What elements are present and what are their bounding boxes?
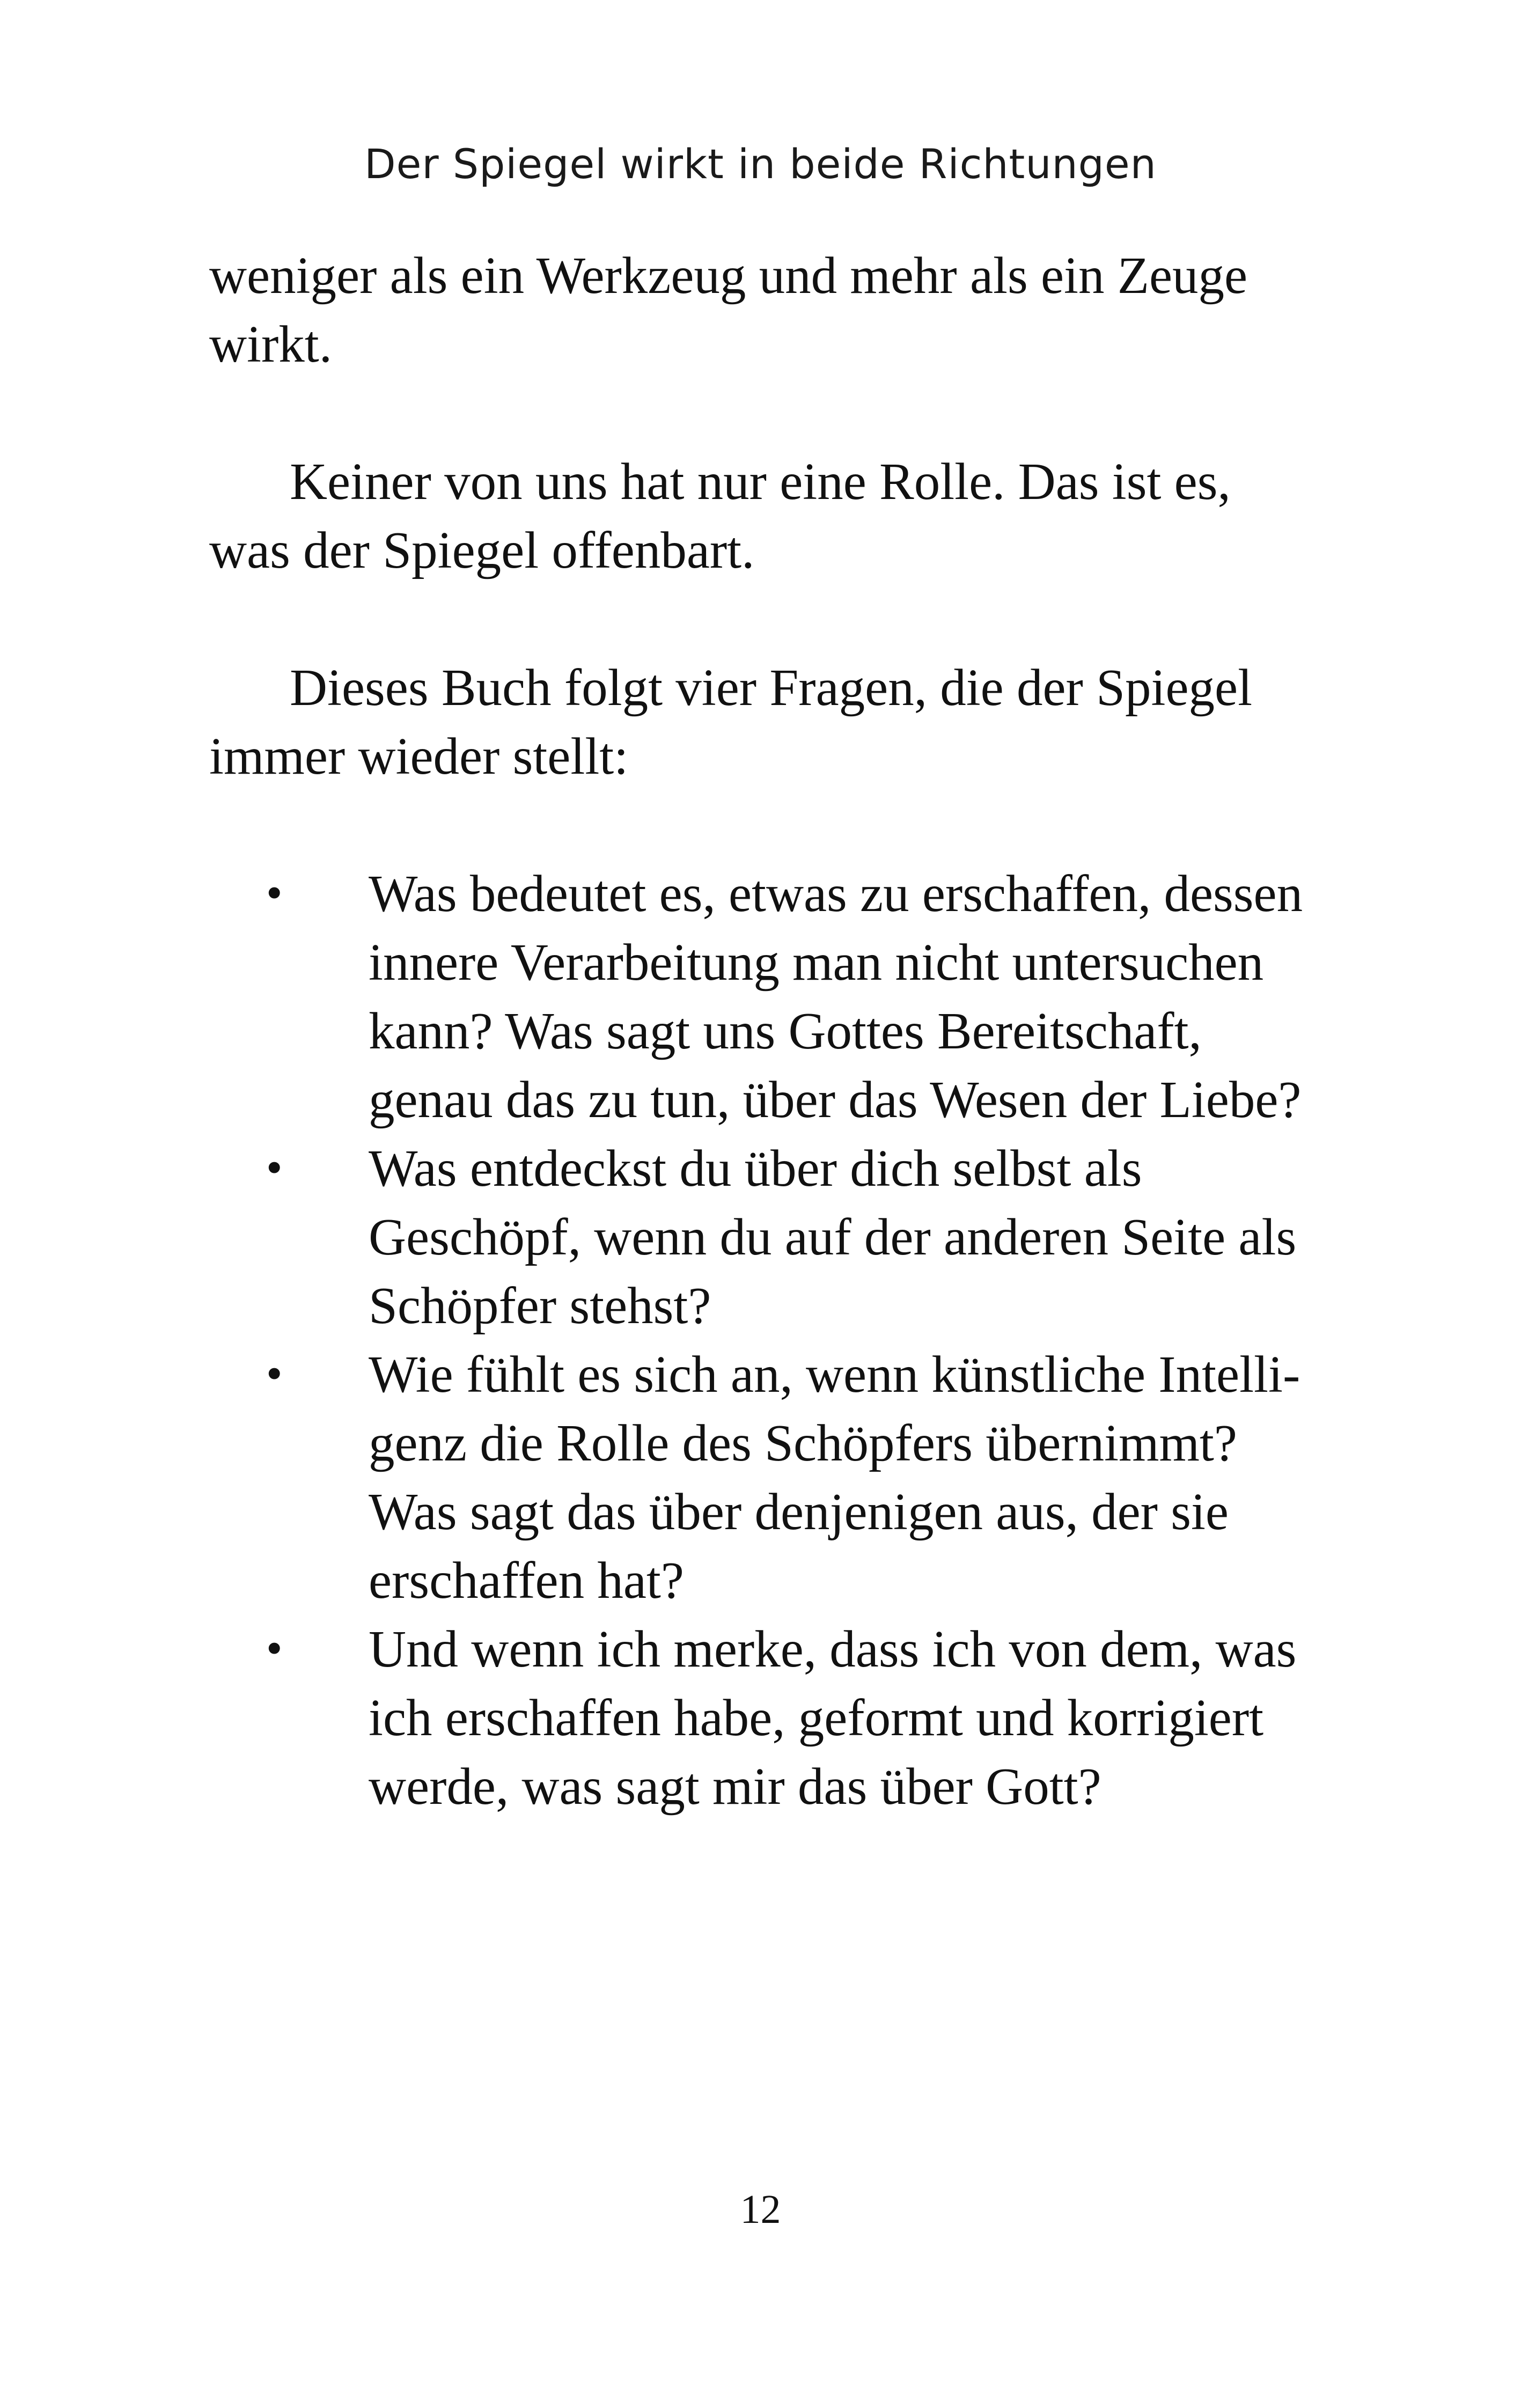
paragraph-questions-intro <box>209 654 1363 791</box>
text-line: immer wieder stellt: <box>209 728 629 785</box>
text-line: Geschöpf, wenn du auf der anderen Seite als <box>369 1208 1297 1266</box>
text-line: kann? Was sagt uns Gottes Bereitschaft, <box>369 1002 1202 1060</box>
text-line: erschaffen hat? <box>369 1552 684 1609</box>
paragraph-roles <box>209 447 1363 585</box>
text-line: weniger als ein Werkzeug und mehr als ein Zeuge <box>209 247 1248 304</box>
text-line: Was bedeutet es, etwas zu erschaffen, dessen <box>369 865 1303 922</box>
text-line: was der Spiegel offenbart. <box>209 522 755 579</box>
text-line: innere Verarbeitung man nicht untersuchen <box>369 934 1264 991</box>
text-line: genz die Rolle des Schöpfers übernimmt? <box>369 1414 1237 1472</box>
question-item <box>209 1615 1363 1821</box>
text-line: wirkt. <box>209 315 333 373</box>
text-line: genau das zu tun, über das Wesen der Liebe? <box>369 1071 1302 1128</box>
paragraph-continuation <box>209 241 1363 379</box>
text-line: Wie fühlt es sich an, wenn künstliche Intelli- <box>369 1346 1300 1403</box>
running-header: Der Spiegel wirkt in beide Richtungen <box>364 140 1157 188</box>
text-line: Schöpfer stehst? <box>369 1277 711 1334</box>
bullet-icon: • <box>263 1146 286 1191</box>
text-line: Und wenn ich merke, dass ich von dem, was <box>369 1620 1297 1678</box>
page-number: 12 <box>740 2187 781 2232</box>
text-line: Dieses Buch folgt vier Fragen, die der Spiegel <box>290 659 1253 716</box>
text-line: Was sagt das über denjenigen aus, der sie <box>369 1483 1229 1540</box>
bullet-icon: • <box>263 871 286 916</box>
question-list <box>209 860 1363 1821</box>
bullet-icon: • <box>263 1627 286 1672</box>
question-item <box>209 860 1363 1134</box>
question-item <box>209 1340 1363 1615</box>
page-body <box>209 241 1363 1821</box>
text-line: Keiner von uns hat nur eine Rolle. Das ist es, <box>290 453 1231 510</box>
bullet-icon: • <box>263 1352 286 1397</box>
text-line: werde, was sagt mir das über Gott? <box>369 1758 1101 1815</box>
text-line: ich erschaffen habe, geformt und korrigiert <box>369 1689 1264 1746</box>
question-item <box>209 1134 1363 1340</box>
text-line: Was entdeckst du über dich selbst als <box>369 1140 1142 1197</box>
